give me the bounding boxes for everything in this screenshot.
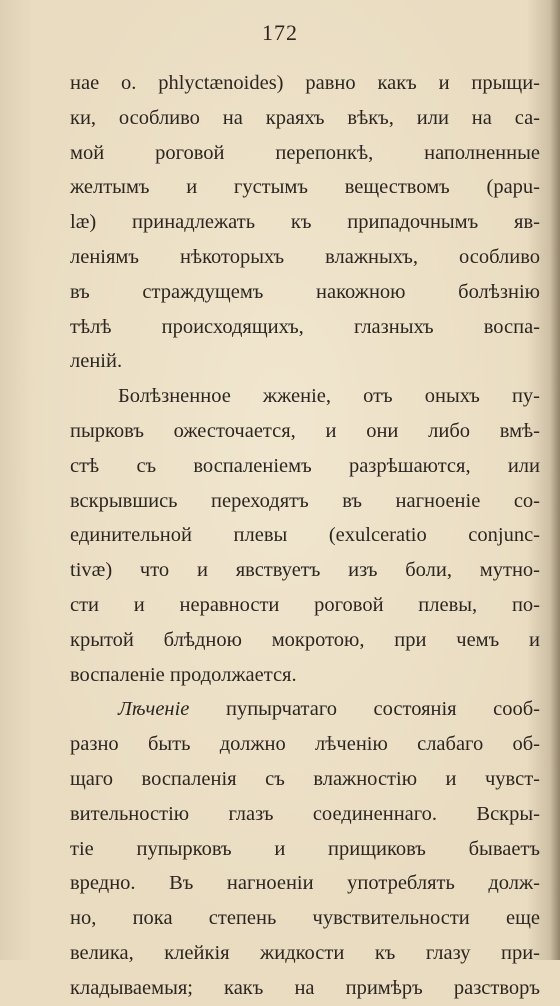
text-line — [70, 692, 540, 727]
text-line: тіе пупырковъ и прищиковъ бываетъ — [70, 837, 540, 860]
page-number: 172 — [262, 20, 298, 45]
text-line: велика, клейкія жидкости къ глазу при- — [70, 941, 540, 964]
text-line: кладываемыя; какъ на примѣръ разстворъ — [70, 976, 540, 999]
text-line: ки, особливо на краяхъ вѣкъ, или на са- — [70, 106, 540, 129]
text-line: вительностію глазъ соединеннаго. Вскры- — [70, 802, 540, 825]
text-line-rest: пупырчатаго состоянія сооб- — [225, 698, 540, 721]
text-line: вредно. Въ нагноеніи употреблять долж- — [70, 872, 540, 895]
text-line: tivæ) что и явствуетъ изъ боли, мутно- — [70, 559, 540, 582]
text-line: воспаленіе продолжается. — [70, 663, 297, 686]
text-line: леніямъ нѣкоторыхъ влажныхъ, особливо — [70, 245, 540, 268]
text-line: въ страждущемъ накожною болѣзнію — [70, 280, 540, 303]
text-line: крытой блѣдною мокротою, при чемъ и — [70, 628, 540, 651]
text-line: вскрывшись переходятъ въ нагноеніе со- — [70, 489, 540, 512]
text-line: щаго воспаленія съ влажностію и чувст- — [70, 767, 540, 790]
body-text — [70, 66, 540, 1006]
text-line: нае о. phlyctænoides) равно какъ и прыщи- — [70, 72, 540, 94]
text-line: желтымъ и густымъ веществомъ (papu- — [70, 176, 540, 199]
text-line: леній. — [70, 350, 123, 373]
text-line: мой роговой перепонкѣ, наполненные — [70, 141, 540, 164]
text-line: læ) принадлежать къ припадочнымъ яв- — [70, 211, 540, 234]
text-line: пырковъ ожесточается, и они либо вмѣ- — [70, 419, 540, 442]
page-edge-shadow — [550, 0, 560, 960]
text-line: единительной плевы (exulceratio conjunc- — [70, 524, 540, 547]
text-line: сти и неравности роговой плевы, по- — [70, 593, 540, 616]
italic-lead-word: Лѣченіе — [118, 698, 190, 721]
text-line: но, пока степень чувствительности еще — [70, 907, 540, 930]
text-line: тѣлѣ происходящихъ, глазныхъ воспа- — [70, 315, 540, 338]
text-line: Болѣзненное жженіе, отъ оныхъ пу- — [118, 385, 540, 408]
text-line: стѣ съ воспаленіемъ разрѣшаются, или — [70, 454, 540, 477]
text-line: разно быть должно лѣченію слабаго об- — [70, 733, 540, 756]
